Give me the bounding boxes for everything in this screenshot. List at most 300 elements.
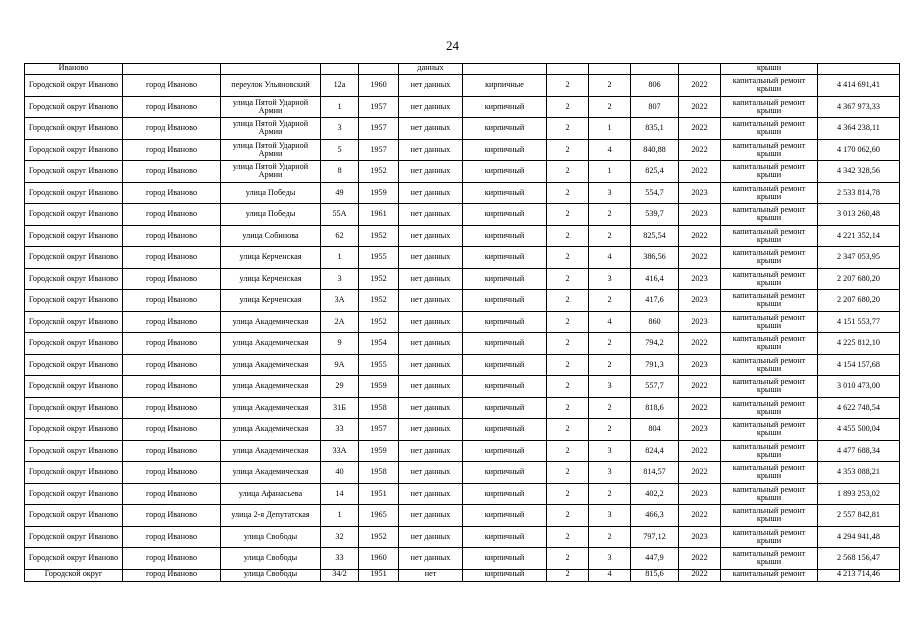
- cell-condition: нет данных: [399, 139, 463, 161]
- cell-plan: 2022: [679, 462, 721, 484]
- cell-street: улица Собинова: [221, 225, 321, 247]
- cell-year: 1960: [359, 548, 399, 570]
- cell-floors: 2: [547, 354, 589, 376]
- cell-year: 1954: [359, 333, 399, 355]
- cell-work: капитальный ремонт крыши: [721, 440, 818, 462]
- cell-work: капитальный ремонт крыши: [721, 505, 818, 527]
- cell-street: улица Афанасьева: [221, 483, 321, 505]
- cell-floors: 2: [547, 139, 589, 161]
- cell-year: 1961: [359, 204, 399, 226]
- cell-condition: нет данных: [399, 419, 463, 441]
- cell-city: город Иваново: [123, 225, 221, 247]
- cell-house: 33: [321, 419, 359, 441]
- cell-district: Городской округ: [25, 569, 123, 581]
- cell-wall: кирпичный: [463, 483, 547, 505]
- cell-house: 32: [321, 526, 359, 548]
- cell-house: 2А: [321, 311, 359, 333]
- cell-cost: 4 221 352,14: [818, 225, 900, 247]
- cell-area: 402,2: [631, 483, 679, 505]
- cell-wall: кирпичный: [463, 548, 547, 570]
- table-row: [25, 333, 900, 355]
- cell-floors: 2: [547, 182, 589, 204]
- cell-city: город Иваново: [123, 569, 221, 581]
- cell-house: 3: [321, 118, 359, 140]
- table-row: [25, 376, 900, 398]
- cell-district: Городской округ Иваново: [25, 419, 123, 441]
- cell-district: Городской округ Иваново: [25, 161, 123, 183]
- cell-wall: кирпичный: [463, 247, 547, 269]
- cell-district: Городской округ Иваново: [25, 526, 123, 548]
- cell-area: 447,9: [631, 548, 679, 570]
- cell-wall: кирпичный: [463, 225, 547, 247]
- cell-house: 12а: [321, 75, 359, 97]
- cell-area: 417,6: [631, 290, 679, 312]
- table-row: [25, 440, 900, 462]
- cell-plan: 2023: [679, 182, 721, 204]
- cell-entrances: 2: [589, 354, 631, 376]
- cell-street: улица Академическая: [221, 311, 321, 333]
- cell-wall: кирпичный: [463, 96, 547, 118]
- cell-entrances: 3: [589, 268, 631, 290]
- cell-work: капитальный ремонт крыши: [721, 333, 818, 355]
- cell-floors: 2: [547, 333, 589, 355]
- cell-city: город Иваново: [123, 268, 221, 290]
- table-row: [25, 419, 900, 441]
- cell-city: город Иваново: [123, 376, 221, 398]
- cell-district: Городской округ Иваново: [25, 182, 123, 204]
- cell-wall: кирпичный: [463, 569, 547, 581]
- cell-work: капитальный ремонт крыши: [721, 397, 818, 419]
- cell-floors: 2: [547, 462, 589, 484]
- cell-cost: 4 342 328,56: [818, 161, 900, 183]
- cell-house: 3: [321, 268, 359, 290]
- cell-floors: 2: [547, 247, 589, 269]
- cell-entrances: 4: [589, 311, 631, 333]
- cell-street: улица Свободы: [221, 548, 321, 570]
- cell-wall: кирпичный: [463, 182, 547, 204]
- cell-work: капитальный ремонт крыши: [721, 290, 818, 312]
- cell-entrances: 3: [589, 376, 631, 398]
- cell-wall: кирпичный: [463, 311, 547, 333]
- cell-condition: нет данных: [399, 505, 463, 527]
- cell-work: капитальный ремонт крыши: [721, 419, 818, 441]
- cell-plan: 2023: [679, 311, 721, 333]
- cell-floors: 2: [547, 483, 589, 505]
- cell-street: улица Пятой Ударной Армии: [221, 139, 321, 161]
- cell-condition: нет: [399, 569, 463, 581]
- cell-entrances: 2: [589, 290, 631, 312]
- cell-entrances: 3: [589, 505, 631, 527]
- cell-district: Городской округ Иваново: [25, 483, 123, 505]
- cell-wall: кирпичный: [463, 118, 547, 140]
- cell-condition: нет данных: [399, 333, 463, 355]
- table-row: [25, 483, 900, 505]
- table-row: [25, 161, 900, 183]
- cell-cost: 4 213 714,46: [818, 569, 900, 581]
- cell-district: Городской округ Иваново: [25, 225, 123, 247]
- cell-year: 1957: [359, 419, 399, 441]
- cell-wall: кирпичный: [463, 333, 547, 355]
- cell-plan: 2023: [679, 526, 721, 548]
- cell-entrances: 3: [589, 440, 631, 462]
- cell-plan: 2022: [679, 225, 721, 247]
- cell-area: 860: [631, 311, 679, 333]
- cell-street: улица Пятой Ударной Армии: [221, 161, 321, 183]
- cell-work: капитальный ремонт крыши: [721, 182, 818, 204]
- cell-area: 416,4: [631, 268, 679, 290]
- cell-year: 1957: [359, 139, 399, 161]
- cell-city: город Иваново: [123, 290, 221, 312]
- cell-work: капитальный ремонт крыши: [721, 204, 818, 226]
- cell-condition: нет данных: [399, 311, 463, 333]
- cell-city: город Иваново: [123, 333, 221, 355]
- cell-house: 33А: [321, 440, 359, 462]
- cell-condition: нет данных: [399, 462, 463, 484]
- cell-condition: нет данных: [399, 204, 463, 226]
- cell-condition: нет данных: [399, 440, 463, 462]
- cell-year: 1952: [359, 225, 399, 247]
- cell-work: капитальный ремонт крыши: [721, 548, 818, 570]
- cell-work: капитальный ремонт крыши: [721, 311, 818, 333]
- cell-area: 818,6: [631, 397, 679, 419]
- cell-work: капитальный ремонт крыши: [721, 75, 818, 97]
- cell-plan: 2022: [679, 397, 721, 419]
- cell-area: 386,56: [631, 247, 679, 269]
- cell-plan: 2022: [679, 96, 721, 118]
- cell-house: 5: [321, 139, 359, 161]
- cell-wall: кирпичный: [463, 440, 547, 462]
- cell-area: 791,3: [631, 354, 679, 376]
- cell-area: 554,7: [631, 182, 679, 204]
- cell-district: Городской округ Иваново: [25, 354, 123, 376]
- cell-entrances: 3: [589, 548, 631, 570]
- table-row: [25, 182, 900, 204]
- cell-floors: 2: [547, 505, 589, 527]
- cell-cost: 4 622 748,54: [818, 397, 900, 419]
- cell-district: Городской округ Иваново: [25, 548, 123, 570]
- cell-entrances: 1: [589, 161, 631, 183]
- cell-year: 1957: [359, 96, 399, 118]
- cell-condition: нет данных: [399, 483, 463, 505]
- cell-work: капитальный ремонт крыши: [721, 268, 818, 290]
- cell-district: Городской округ Иваново: [25, 290, 123, 312]
- cell-street: улица Свободы: [221, 526, 321, 548]
- cell-plan: 2022: [679, 139, 721, 161]
- cell-floors: 2: [547, 225, 589, 247]
- cell-plan: 2022: [679, 505, 721, 527]
- cell-wall: кирпичный: [463, 505, 547, 527]
- cell-area: 835,1: [631, 118, 679, 140]
- cell-plan: 2022: [679, 161, 721, 183]
- cell-year: 1958: [359, 397, 399, 419]
- cell-street: улица Академическая: [221, 333, 321, 355]
- cell-street: улица Пятой Ударной Армии: [221, 96, 321, 118]
- cell-street: улица Керченская: [221, 290, 321, 312]
- cell-city: город Иваново: [123, 526, 221, 548]
- cell-floors: 2: [547, 526, 589, 548]
- table-row: [25, 204, 900, 226]
- cell-condition: нет данных: [399, 376, 463, 398]
- cell-cost: 4 151 553,77: [818, 311, 900, 333]
- cell-cost: 2 568 156,47: [818, 548, 900, 570]
- cell-floors: 2: [547, 268, 589, 290]
- cell-district: Городской округ Иваново: [25, 397, 123, 419]
- cell-district: Городской округ Иваново: [25, 333, 123, 355]
- cell-year: 1965: [359, 505, 399, 527]
- cell-entrances: 2: [589, 397, 631, 419]
- cell-area: 804: [631, 419, 679, 441]
- table-row: [25, 75, 900, 97]
- cell-floors: 2: [547, 75, 589, 97]
- cell-cost: 1 893 253,02: [818, 483, 900, 505]
- cell-condition: нет данных: [399, 268, 463, 290]
- cell-street: улица Победы: [221, 182, 321, 204]
- cell-house: 1: [321, 247, 359, 269]
- cell-floors: 2: [547, 290, 589, 312]
- cell-area: 814,57: [631, 462, 679, 484]
- cell-house: 31Б: [321, 397, 359, 419]
- cell-plan: 2023: [679, 419, 721, 441]
- cell-street: улица Академическая: [221, 376, 321, 398]
- cell-cost: 4 225 812,10: [818, 333, 900, 355]
- cell-work: капитальный ремонт крыши: [721, 225, 818, 247]
- cell-cost: 4 367 973,33: [818, 96, 900, 118]
- cell-entrances: 2: [589, 526, 631, 548]
- table-row: [25, 397, 900, 419]
- cell-cost: 4 294 941,48: [818, 526, 900, 548]
- cell-street: улица Академическая: [221, 354, 321, 376]
- cell-house: 49: [321, 182, 359, 204]
- cell-condition: нет данных: [399, 526, 463, 548]
- cell-street: улица Пятой Ударной Армии: [221, 118, 321, 140]
- cell-condition: нет данных: [399, 225, 463, 247]
- cell-cost: 2 557 842,81: [818, 505, 900, 527]
- cell-city: город Иваново: [123, 397, 221, 419]
- cell-street: улица Свободы: [221, 569, 321, 581]
- cell-area: 794,2: [631, 333, 679, 355]
- cell-work: капитальный ремонт крыши: [721, 118, 818, 140]
- cell-area: 539,7: [631, 204, 679, 226]
- cell-cost: 2 533 814,78: [818, 182, 900, 204]
- cell-wall: кирпичный: [463, 161, 547, 183]
- cell-entrances: 2: [589, 204, 631, 226]
- cell-house: 1: [321, 96, 359, 118]
- cell-plan: 2023: [679, 483, 721, 505]
- cell-year: 1959: [359, 440, 399, 462]
- cell-district: Городской округ Иваново: [25, 462, 123, 484]
- table-row-continued: [25, 64, 900, 75]
- cell-wall: кирпичный: [463, 419, 547, 441]
- cell-floors: 2: [547, 204, 589, 226]
- cell-cost: 4 170 062,60: [818, 139, 900, 161]
- cell-floors: 2: [547, 548, 589, 570]
- table-row: [25, 526, 900, 548]
- cell-work: капитальный ремонт крыши: [721, 483, 818, 505]
- cell-condition: нет данных: [399, 397, 463, 419]
- cell-condition: нет данных: [399, 290, 463, 312]
- cell-cost: 4 455 500,04: [818, 419, 900, 441]
- cell-work: капитальный ремонт крыши: [721, 96, 818, 118]
- cell-street: улица Академическая: [221, 462, 321, 484]
- cell-city: город Иваново: [123, 548, 221, 570]
- cell-house: 29: [321, 376, 359, 398]
- cell-wall: кирпичный: [463, 139, 547, 161]
- cell-plan: 2023: [679, 290, 721, 312]
- cell-year: 1952: [359, 311, 399, 333]
- cell-condition: нет данных: [399, 548, 463, 570]
- cell-area: 840,88: [631, 139, 679, 161]
- cell-city: город Иваново: [123, 311, 221, 333]
- cell-year: 1952: [359, 161, 399, 183]
- cell-wall: кирпичный: [463, 526, 547, 548]
- cell-floors: 2: [547, 440, 589, 462]
- cell-floors: 2: [547, 96, 589, 118]
- cell-street: переулок Ульяновский: [221, 75, 321, 97]
- table-row: [25, 290, 900, 312]
- cell-entrances: 2: [589, 419, 631, 441]
- table-row: [25, 548, 900, 570]
- cell-cost: 2 347 053,95: [818, 247, 900, 269]
- cell-entrances: 3: [589, 462, 631, 484]
- cell-plan: 2023: [679, 354, 721, 376]
- cell-district: Городской округ Иваново: [25, 139, 123, 161]
- cell-district: Городской округ Иваново: [25, 204, 123, 226]
- cell-year: 1951: [359, 483, 399, 505]
- cell-district: Городской округ Иваново: [25, 118, 123, 140]
- cell-street: улица Академическая: [221, 440, 321, 462]
- cell-entrances: 1: [589, 118, 631, 140]
- cell-work: капитальный ремонт: [721, 569, 818, 581]
- cell-wall: кирпичный: [463, 376, 547, 398]
- cell-cost: 4 154 157,68: [818, 354, 900, 376]
- cell-city: город Иваново: [123, 483, 221, 505]
- cell-city: город Иваново: [123, 182, 221, 204]
- table-row: [25, 505, 900, 527]
- cell-area: 815,6: [631, 569, 679, 581]
- cell-district: Городской округ Иваново: [25, 376, 123, 398]
- cell-entrances: 2: [589, 225, 631, 247]
- cell-wall: кирпичный: [463, 462, 547, 484]
- cell-work: крыши: [721, 64, 818, 75]
- cell-house: 3А: [321, 290, 359, 312]
- cell-entrances: 3: [589, 182, 631, 204]
- table-row: [25, 225, 900, 247]
- cell-plan: 2022: [679, 247, 721, 269]
- cell-house: 33: [321, 548, 359, 570]
- cell-cost: 4 414 691,41: [818, 75, 900, 97]
- cell-street: улица Академическая: [221, 419, 321, 441]
- table-row: [25, 354, 900, 376]
- cell-cost: 4 364 238,11: [818, 118, 900, 140]
- cell-wall: кирпичный: [463, 204, 547, 226]
- cell-house: 55А: [321, 204, 359, 226]
- cell-work: капитальный ремонт крыши: [721, 161, 818, 183]
- cell-city: город Иваново: [123, 462, 221, 484]
- cell-district: Иваново: [25, 64, 123, 75]
- cell-condition: нет данных: [399, 182, 463, 204]
- cell-plan: 2023: [679, 268, 721, 290]
- cell-city: город Иваново: [123, 204, 221, 226]
- cell-district: Городской округ Иваново: [25, 505, 123, 527]
- cell-city: город Иваново: [123, 247, 221, 269]
- cell-year: 1952: [359, 268, 399, 290]
- cell-floors: 2: [547, 376, 589, 398]
- cell-house: 40: [321, 462, 359, 484]
- cell-entrances: 2: [589, 483, 631, 505]
- cell-year: 1955: [359, 354, 399, 376]
- cell-district: Городской округ Иваново: [25, 247, 123, 269]
- cell-area: 825,4: [631, 161, 679, 183]
- cell-city: город Иваново: [123, 440, 221, 462]
- cell-cost: 4 353 088,21: [818, 462, 900, 484]
- cell-area: 797,12: [631, 526, 679, 548]
- cell-condition: нет данных: [399, 118, 463, 140]
- table-row: [25, 139, 900, 161]
- cell-entrances: 4: [589, 247, 631, 269]
- cell-street: улица 2-я Депутатская: [221, 505, 321, 527]
- cell-area: 825,54: [631, 225, 679, 247]
- cell-year: 1959: [359, 376, 399, 398]
- cell-floors: 2: [547, 569, 589, 581]
- cell-city: город Иваново: [123, 96, 221, 118]
- cell-year: 1960: [359, 75, 399, 97]
- table-row: [25, 569, 900, 581]
- table-row: [25, 247, 900, 269]
- cell-city: город Иваново: [123, 75, 221, 97]
- cell-condition: нет данных: [399, 96, 463, 118]
- cell-cost: 3 010 473,00: [818, 376, 900, 398]
- cell-plan: 2023: [679, 204, 721, 226]
- cell-condition: данных: [399, 64, 463, 75]
- cell-house: 9: [321, 333, 359, 355]
- cell-year: 1959: [359, 182, 399, 204]
- table-row: [25, 268, 900, 290]
- cell-year: 1952: [359, 290, 399, 312]
- cell-work: капитальный ремонт крыши: [721, 354, 818, 376]
- cell-entrances: 4: [589, 569, 631, 581]
- cell-work: капитальный ремонт крыши: [721, 247, 818, 269]
- cell-floors: 2: [547, 397, 589, 419]
- cell-city: город Иваново: [123, 161, 221, 183]
- cell-city: город Иваново: [123, 139, 221, 161]
- cell-wall: кирпичный: [463, 268, 547, 290]
- table-row: [25, 462, 900, 484]
- cell-cost: 2 207 680,20: [818, 268, 900, 290]
- cell-entrances: 2: [589, 333, 631, 355]
- cell-work: капитальный ремонт крыши: [721, 139, 818, 161]
- cell-wall: кирпичный: [463, 290, 547, 312]
- cell-plan: 2022: [679, 440, 721, 462]
- cell-area: 557,7: [631, 376, 679, 398]
- table-row: [25, 96, 900, 118]
- cell-floors: 2: [547, 311, 589, 333]
- table-row: [25, 311, 900, 333]
- cell-district: Городской округ Иваново: [25, 75, 123, 97]
- cell-street: улица Академическая: [221, 397, 321, 419]
- cell-entrances: 2: [589, 75, 631, 97]
- housing-repair-table: [24, 63, 900, 582]
- cell-wall: кирпичный: [463, 397, 547, 419]
- cell-house: 14: [321, 483, 359, 505]
- page-number: 24: [446, 38, 459, 53]
- cell-city: город Иваново: [123, 354, 221, 376]
- cell-floors: 2: [547, 419, 589, 441]
- cell-area: 807: [631, 96, 679, 118]
- cell-entrances: 4: [589, 139, 631, 161]
- cell-district: Городской округ Иваново: [25, 311, 123, 333]
- cell-work: капитальный ремонт крыши: [721, 376, 818, 398]
- cell-area: 466,3: [631, 505, 679, 527]
